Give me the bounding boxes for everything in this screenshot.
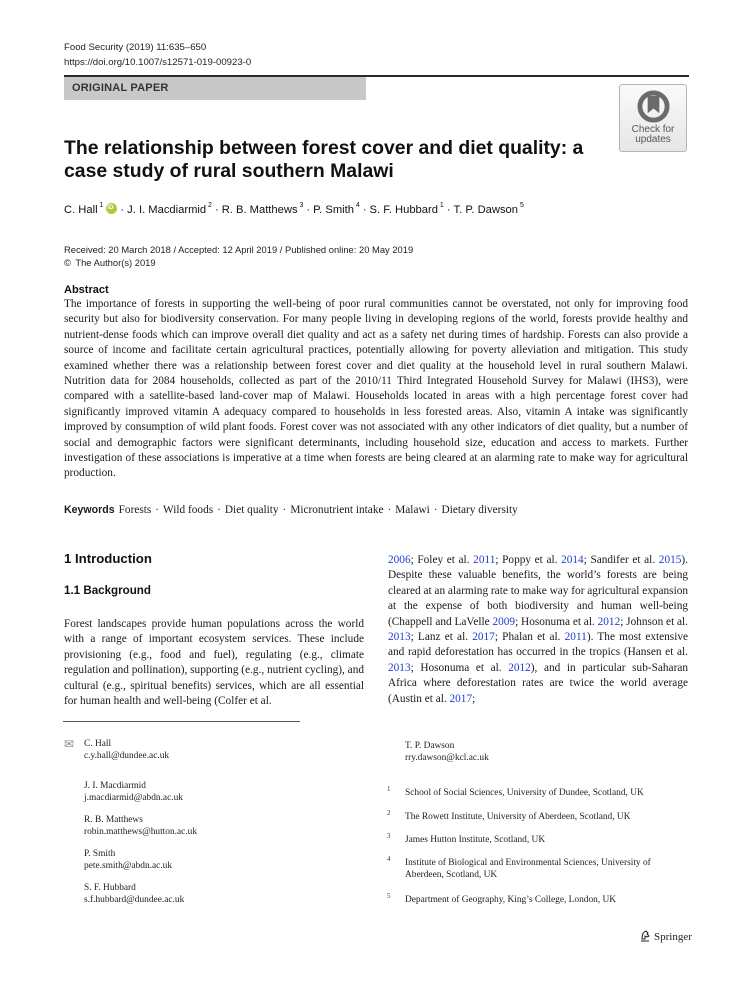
- contact-email[interactable]: s.f.hubbard@dundee.ac.uk: [84, 894, 185, 905]
- publication-dates: [64, 243, 413, 269]
- crossmark-icon: [637, 90, 670, 123]
- author-separator: ·: [214, 204, 219, 216]
- affiliation-text: School of Social Sciences, University of Dundee, Scotland, UK: [405, 788, 644, 798]
- body-text: ; Hosonuma et al.: [410, 661, 509, 674]
- paper-title: The relationship between forest cover and diet quality: a case study of rural southern Malawi: [64, 137, 584, 182]
- doi-link[interactable]: https://doi.org/10.1007/s12571-019-00923-0: [64, 57, 252, 68]
- affiliation-marker: 3: [297, 202, 304, 210]
- author-separator: ·: [306, 204, 311, 216]
- body-text: ; Hosonuma et al.: [515, 615, 598, 628]
- keyword-separator: ·: [433, 504, 438, 516]
- keyword: Micronutrient intake: [290, 504, 384, 516]
- article-type-banner: [64, 77, 366, 100]
- body-text: ), and in particular sub-Saharan Africa where deforestation rates are twice the world average (Austin et al.: [388, 661, 688, 705]
- abstract-text: The importance of forests in supporting the well-being of poor rural communities cannot be overstated, not only for improving food security but also for biodiversity conservation. For many people living in developing regions of the world, forests provide healthy and nutrient-dense foods which can improve overall diet quality and act as a safety net during times of hardship. Forests can also provide a source of income and facilitate certain agricultural practices, potentially allowing for poverty alleviation and mitigation. This study examined whether there was a relationship between forest cover and diet quality at the household level in rural southern Malawi. Nutrition data for 2084 households, collected as part of the 2010/11 Third Integrated Household Survey for Malawi (IHS3), were compared with a satellite-based land-cover map of Malawi. Households located in areas with a high percentage forest cover had significantly improved vitamin A adequacy compared to households in less forested areas. Also, vitamin A intake was significantly improved by consumption of wild plant foods. Forest cover was not associated with any other indicators of diet quality, but a number of social and demographic factors were significant determinants, including household size, education and access to markets. Further investigation of these associations is imperative at a time when forests are being cleared at an alarming rate to make way for agricultural production.: [64, 298, 688, 480]
- citation-link[interactable]: 2017: [449, 692, 473, 705]
- keyword: Malawi: [395, 504, 430, 516]
- dates-line: Received: 20 March 2018 / Accepted: 12 April 2019 / Published online: 20 May 2019: [64, 244, 414, 255]
- springer-horse-icon: [638, 929, 652, 943]
- author-contact: [84, 739, 169, 763]
- body-text: ; Johnson et al.: [620, 615, 689, 628]
- body-right-column: [388, 553, 688, 707]
- contact-name: C. Hall: [84, 739, 112, 749]
- citation-link[interactable]: 2015: [658, 554, 682, 566]
- contact-name: R. B. Matthews: [84, 815, 143, 825]
- author-separator: ·: [362, 204, 367, 216]
- affiliation-number: 3: [387, 832, 391, 840]
- copyright-icon: ©: [64, 257, 71, 268]
- author-contact: [84, 781, 183, 805]
- citation-link[interactable]: 2011: [473, 554, 496, 566]
- body-left-column: Forest landscapes provide human populations across the world with a range of important ecosystem services. These include provisioning (e.g., food and fuel), regulating (e.g., climate regulation and pollination), supporting (e.g., nutrient cycling), and cultural (e.g., spiritual benefits) services, which are all essential for human health and well-being (Colfer et al.: [64, 618, 364, 708]
- subsection-heading: 1.1 Background: [64, 584, 151, 597]
- affiliation-marker: 4: [353, 202, 360, 210]
- keyword: Diet quality: [224, 504, 279, 516]
- affiliation-text: The Rowett Institute, University of Aberdeen, Scotland, UK: [405, 812, 631, 822]
- contact-email[interactable]: pete.smith@abdn.ac.uk: [84, 860, 173, 871]
- affiliation-number: 4: [387, 855, 391, 863]
- author-name[interactable]: R. B. Matthews: [221, 204, 298, 216]
- copyright-text: The Author(s) 2019: [75, 257, 156, 268]
- keyword: Dietary diversity: [441, 504, 518, 516]
- affiliation-marker: 1: [437, 202, 444, 210]
- keyword-separator: ·: [155, 504, 160, 516]
- author-name[interactable]: T. P. Dawson: [453, 204, 518, 216]
- citation-link[interactable]: 2014: [561, 554, 584, 566]
- body-text: ; Lanz et al.: [410, 631, 473, 644]
- keyword-separator: ·: [217, 504, 221, 516]
- affiliation-number: 1: [387, 785, 391, 793]
- publisher-name: Springer: [654, 931, 692, 943]
- contact-email[interactable]: c.y.hall@dundee.ac.uk: [84, 750, 170, 761]
- affiliation-text: James Hutton Institute, Scotland, UK: [405, 835, 546, 845]
- affiliation-text: Department of Geography, King’s College, London, UK: [405, 895, 617, 905]
- journal-citation: Food Security (2019) 11:635–650: [64, 42, 207, 53]
- copyright-line: [64, 256, 413, 269]
- author-name[interactable]: S. F. Hubbard: [369, 204, 438, 216]
- author-list: [64, 203, 524, 216]
- author-name[interactable]: P. Smith: [313, 204, 354, 216]
- author-separator: ·: [120, 204, 125, 216]
- body-text: ; Poppy et al.: [495, 554, 562, 566]
- article-type-label: ORIGINAL PAPER: [72, 82, 169, 94]
- keyword-list: [119, 504, 518, 516]
- affiliation-number: 5: [387, 892, 391, 900]
- citation-link[interactable]: 2013: [388, 631, 411, 644]
- keyword-separator: ·: [387, 504, 392, 516]
- orcid-icon[interactable]: [106, 203, 117, 214]
- citation-link[interactable]: 2012: [597, 615, 621, 628]
- contact-email[interactable]: robin.matthews@hutton.ac.uk: [84, 826, 198, 837]
- section-heading: 1 Introduction: [64, 551, 152, 566]
- author-contact: [84, 883, 184, 907]
- contact-email[interactable]: rry.dawson@kcl.ac.uk: [405, 752, 489, 763]
- publisher-logo: [638, 929, 692, 943]
- body-text: ; Foley et al.: [410, 554, 474, 566]
- affiliation-marker: 5: [518, 202, 524, 210]
- footnote-rule: [63, 721, 300, 722]
- contact-name: S. F. Hubbard: [84, 883, 136, 893]
- check-updates-line1: Check for: [631, 124, 675, 135]
- citation-link[interactable]: 2011: [564, 631, 587, 644]
- contact-name: P. Smith: [84, 849, 116, 859]
- author-contact: [84, 849, 172, 873]
- check-for-updates-button[interactable]: [619, 84, 687, 152]
- body-text: ; Sandifer et al.: [583, 554, 659, 566]
- body-text: ;: [472, 692, 476, 705]
- keyword: Forests: [118, 504, 152, 516]
- affiliation-marker: 2: [206, 202, 212, 210]
- citation-link[interactable]: 2013: [388, 661, 411, 674]
- journal-meta: [64, 40, 251, 70]
- keywords-label: Keywords: [64, 504, 115, 516]
- citation-link[interactable]: 2017: [472, 631, 495, 644]
- affiliation-text: Institute of Biological and Environmental Sciences, University of Aberdeen, Scotland, UK: [405, 858, 651, 880]
- contact-name: T. P. Dawson: [405, 741, 455, 751]
- body-text: ; Phalan et al.: [494, 631, 565, 644]
- keyword-separator: ·: [282, 504, 287, 516]
- body-text: ). Despite these valuable benefits, the world’s forests are being cleared at an alarming rate to make way for agricultural expansion at the expense of both biodiversity and human well-being (Chappell and LaVelle: [388, 554, 688, 628]
- contact-email[interactable]: j.macdiarmid@abdn.ac.uk: [84, 792, 183, 803]
- author-contact: [84, 815, 197, 839]
- author-contact: [405, 741, 489, 765]
- author-name[interactable]: C. Hall: [64, 204, 98, 216]
- contact-name: J. I. Macdiarmid: [84, 781, 146, 791]
- envelope-icon: ✉: [64, 737, 75, 751]
- check-updates-line2: updates: [635, 134, 671, 145]
- author-name[interactable]: J. I. Macdiarmid: [127, 204, 207, 216]
- citation-link[interactable]: 2012: [508, 661, 531, 674]
- affiliation-marker: 1: [97, 202, 104, 210]
- author-separator: ·: [446, 204, 451, 216]
- keywords: [64, 504, 518, 516]
- citation-link[interactable]: 2009: [492, 615, 516, 628]
- body-text: ). The most extensive and rapid deforestation has occurred in the tropics (Hansen et al.: [388, 631, 688, 659]
- abstract-heading: Abstract: [64, 284, 109, 296]
- affiliation-number: 2: [387, 809, 391, 817]
- citation-link[interactable]: 2006: [388, 554, 411, 566]
- keyword: Wild foods: [163, 504, 214, 516]
